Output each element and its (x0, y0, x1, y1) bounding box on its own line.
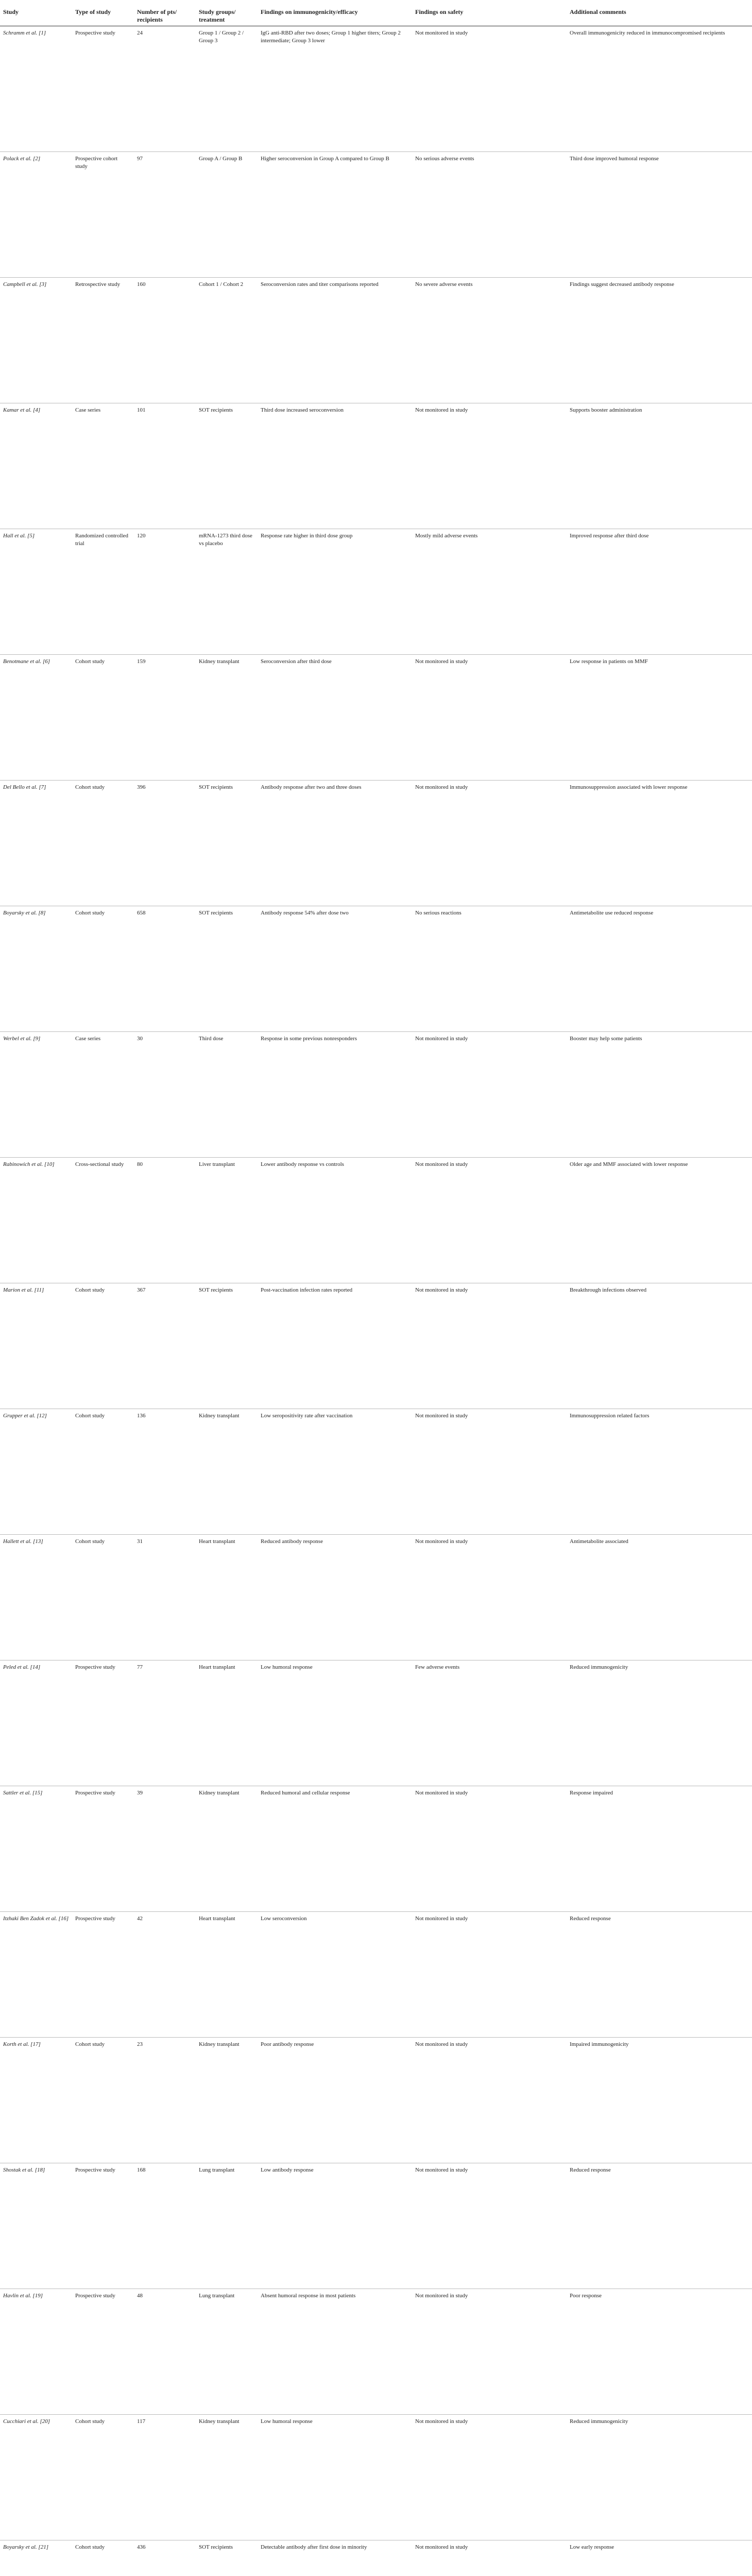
table-row (0, 906, 752, 1032)
cell-type: Cohort study (75, 1538, 105, 1545)
cell-study: Marion et al. [11] (3, 1287, 44, 1293)
col-immunogenicity: Findings on immunogenicity/efficacy (261, 8, 358, 15)
cell-groups: Kidney transplant (199, 658, 240, 665)
cell-number: 117 (137, 2418, 146, 2425)
cell-immunogenicity: Low seropositivity rate after vaccination (261, 1413, 353, 1419)
table-row (0, 2289, 752, 2415)
cell-immunogenicity: Third dose increased seroconversion (261, 407, 344, 413)
cell-number: 136 (137, 1413, 146, 1419)
cell-immunogenicity: Poor antibody response (261, 2041, 314, 2047)
cell-number: 31 (137, 1538, 143, 1545)
cell-type: Cohort study (75, 2041, 105, 2047)
cell-type: Retrospective study (75, 281, 121, 287)
col-type: Type of study (75, 8, 111, 15)
cell-study: Rabinowich et al. [10] (3, 1161, 55, 1167)
cell-groups: Liver transplant (199, 1161, 235, 1167)
cell-immunogenicity: Lower antibody response vs controls (261, 1161, 344, 1167)
table-row (0, 2038, 752, 2163)
cell-study: Sattler et al. [15] (3, 1790, 43, 1796)
cell-number: 24 (137, 30, 143, 36)
cell-safety: Not monitored in study (415, 2544, 468, 2550)
cell-number: 42 (137, 1916, 143, 1922)
cell-type: Cohort study (75, 2544, 105, 2550)
table-row (0, 26, 752, 152)
cell-groups: Lung transplant (199, 2167, 235, 2173)
cell-immunogenicity: Reduced antibody response (261, 1538, 323, 1545)
cell-comments: Low early response (570, 2544, 614, 2550)
cell-immunogenicity: Response rate higher in third dose group (261, 533, 353, 539)
cell-safety: No serious adverse events (415, 156, 474, 162)
cell-number: 77 (137, 1664, 143, 1670)
cell-safety: Not monitored in study (415, 2293, 468, 2299)
cell-comments: Low response in patients on MMF (570, 658, 648, 665)
cell-safety: Not monitored in study (415, 658, 468, 665)
cell-comments: Reduced response (570, 2167, 611, 2173)
table-header (0, 6, 752, 26)
cell-type: Prospective study (75, 1664, 115, 1670)
table-row (0, 1786, 752, 1912)
cell-number: 23 (137, 2041, 143, 2047)
cell-immunogenicity: Response in some previous nonresponders (261, 1036, 357, 1042)
cell-study: Benotmane et al. [6] (3, 658, 50, 665)
cell-number: 48 (137, 2293, 143, 2299)
cell-number: 168 (137, 2167, 146, 2173)
cell-study: Kamar et al. [4] (3, 407, 41, 413)
cell-safety: Mostly mild adverse events (415, 533, 478, 539)
cell-safety: Not monitored in study (415, 1916, 468, 1922)
cell-comments: Antimetabolite use reduced response (570, 910, 654, 916)
cell-type: Randomized controlled trial (75, 533, 130, 547)
cell-safety: No serious reactions (415, 910, 462, 916)
cell-groups: Lung transplant (199, 2293, 235, 2299)
table-row (0, 655, 752, 781)
cell-number: 97 (137, 156, 143, 162)
cell-comments: Response impaired (570, 1790, 613, 1796)
table-row (0, 1660, 752, 1786)
cell-comments: Breakthrough infections observed (570, 1287, 647, 1293)
cell-type: Cohort study (75, 1287, 105, 1293)
cell-groups: SOT recipients (199, 407, 233, 413)
cell-comments: Poor response (570, 2293, 602, 2299)
cell-study: Itzhaki Ben Zadok et al. [16] (3, 1916, 69, 1922)
cell-safety: Not monitored in study (415, 784, 468, 790)
cell-type: Prospective study (75, 30, 115, 36)
cell-type: Cross-sectional study (75, 1161, 124, 1167)
cell-groups: Group A / Group B (199, 156, 243, 162)
cell-safety: Not monitored in study (415, 1287, 468, 1293)
cell-study: Hall et al. [5] (3, 533, 35, 539)
cell-type: Prospective study (75, 2167, 115, 2173)
cell-immunogenicity: Antibody response 54% after dose two (261, 910, 349, 916)
cell-safety: Not monitored in study (415, 2041, 468, 2047)
cell-study: Campbell et al. [3] (3, 281, 47, 287)
cell-safety: Not monitored in study (415, 30, 468, 36)
cell-safety: Not monitored in study (415, 1161, 468, 1167)
cell-type: Case series (75, 1036, 101, 1042)
cell-number: 39 (137, 1790, 143, 1796)
table-row (0, 152, 752, 278)
cell-comments: Reduced immunogenicity (570, 1664, 628, 1670)
cell-safety: Not monitored in study (415, 1413, 468, 1419)
table-row (0, 1283, 752, 1409)
cell-study: Havlin et al. [19] (3, 2293, 43, 2299)
cell-safety: No severe adverse events (415, 281, 473, 287)
cell-comments: Older age and MMF associated with lower response (570, 1161, 688, 1167)
cell-study: Del Bello et al. [7] (3, 784, 46, 790)
cell-number: 367 (137, 1287, 146, 1293)
cell-groups: mRNA-1273 third dose vs placebo (199, 533, 254, 547)
cell-comments: Immunosuppression associated with lower response (570, 784, 688, 790)
cell-groups: Heart transplant (199, 1664, 235, 1670)
cell-type: Case series (75, 407, 101, 413)
cell-number: 101 (137, 407, 146, 413)
col-groups: Study groups/ treatment (199, 8, 236, 23)
table-row (0, 1158, 752, 1283)
cell-immunogenicity: Post-vaccination infection rates reported (261, 1287, 353, 1293)
cell-safety: Not monitored in study (415, 2167, 468, 2173)
cell-type: Prospective study (75, 1790, 115, 1796)
cell-number: 30 (137, 1036, 143, 1042)
cell-safety: Few adverse events (415, 1664, 460, 1670)
cell-safety: Not monitored in study (415, 1538, 468, 1545)
cell-safety: Not monitored in study (415, 2418, 468, 2425)
col-comments: Additional comments (570, 8, 626, 15)
cell-immunogenicity: Reduced humoral and cellular response (261, 1790, 350, 1796)
cell-comments: Impaired immunogenicity (570, 2041, 629, 2047)
cell-number: 120 (137, 533, 146, 539)
table-row (0, 1032, 752, 1158)
cell-number: 159 (137, 658, 146, 665)
col-study: Study (3, 8, 19, 15)
cell-groups: Kidney transplant (199, 2041, 240, 2047)
col-safety: Findings on safety (415, 8, 464, 15)
cell-groups: Cohort 1 / Cohort 2 (199, 281, 244, 287)
cell-immunogenicity: Low humoral response (261, 2418, 313, 2425)
table-row (0, 2415, 752, 2540)
cell-comments: Third dose improved humoral response (570, 156, 659, 162)
table-row (0, 2540, 752, 2576)
table-row (0, 278, 752, 403)
cell-type: Cohort study (75, 658, 105, 665)
table-row (0, 781, 752, 906)
col-number: Number of pts/ recipients (137, 8, 177, 23)
cell-study: Werbel et al. [9] (3, 1036, 41, 1042)
cell-safety: Not monitored in study (415, 407, 468, 413)
cell-study: Korth et al. [17] (3, 2041, 41, 2047)
cell-groups: Heart transplant (199, 1916, 235, 1922)
cell-groups: Third dose (199, 1036, 224, 1042)
table-row (0, 1912, 752, 2038)
cell-study: Boyarsky et al. [21] (3, 2544, 48, 2550)
cell-comments: Immunosuppression related factors (570, 1413, 650, 1419)
cell-study: Peled et al. [14] (3, 1664, 41, 1670)
cell-immunogenicity: Seroconversion rates and titer comparisons reported (261, 281, 379, 287)
cell-groups: Kidney transplant (199, 1413, 240, 1419)
cell-immunogenicity: Antibody response after two and three doses (261, 784, 362, 790)
cell-study: Hallett et al. [13] (3, 1538, 43, 1545)
cell-comments: Reduced immunogenicity (570, 2418, 628, 2425)
cell-groups: Kidney transplant (199, 1790, 240, 1796)
cell-comments: Overall immunogenicity reduced in immunocompromised recipients (570, 30, 725, 36)
cell-comments: Improved response after third dose (570, 533, 649, 539)
table-row (0, 529, 752, 655)
cell-immunogenicity: Low seroconversion (261, 1916, 307, 1922)
cell-number: 160 (137, 281, 146, 287)
cell-safety: Not monitored in study (415, 1036, 468, 1042)
cell-study: Shostak et al. [18] (3, 2167, 45, 2173)
cell-immunogenicity: Absent humoral response in most patients (261, 2293, 356, 2299)
table-body (0, 26, 752, 2576)
cell-number: 396 (137, 784, 146, 790)
cell-comments: Findings suggest decreased antibody response (570, 281, 674, 287)
cell-study: Polack et al. [2] (3, 156, 41, 162)
cell-groups: SOT recipients (199, 2544, 233, 2550)
cell-comments: Reduced response (570, 1916, 611, 1922)
cell-comments: Booster may help some patients (570, 1036, 642, 1042)
cell-number: 80 (137, 1161, 143, 1167)
cell-groups: SOT recipients (199, 784, 233, 790)
cell-groups: SOT recipients (199, 1287, 233, 1293)
cell-immunogenicity: Higher seroconversion in Group A compared to Group B (261, 156, 389, 162)
table-row (0, 403, 752, 529)
cell-groups: Kidney transplant (199, 2418, 240, 2425)
cell-immunogenicity: Seroconversion after third dose (261, 658, 332, 665)
cell-immunogenicity: Detectable antibody after first dose in minority (261, 2544, 367, 2550)
cell-safety: Not monitored in study (415, 1790, 468, 1796)
cell-number: 658 (137, 910, 146, 916)
cell-groups: SOT recipients (199, 910, 233, 916)
table-row (0, 1535, 752, 1660)
cell-groups: Heart transplant (199, 1538, 235, 1545)
cell-immunogenicity: Low humoral response (261, 1664, 313, 1670)
cell-immunogenicity: IgG anti-RBD after two doses; Group 1 higher titers; Group 2 intermediate; Group 3 lower (261, 30, 402, 44)
cell-type: Prospective study (75, 1916, 115, 1922)
cell-type: Cohort study (75, 1413, 105, 1419)
cell-type: Cohort study (75, 910, 105, 916)
table-row (0, 1409, 752, 1535)
cell-type: Prospective study (75, 2293, 115, 2299)
cell-study: Schramm et al. [1] (3, 30, 46, 36)
cell-study: Boyarsky et al. [8] (3, 910, 46, 916)
cell-comments: Antimetabolite associated (570, 1538, 628, 1545)
table-row (0, 2163, 752, 2289)
cell-study: Cucchiari et al. [20] (3, 2418, 50, 2425)
cell-type: Prospective cohort study (75, 156, 119, 170)
cell-immunogenicity: Low antibody response (261, 2167, 314, 2173)
cell-study: Grupper et al. [12] (3, 1413, 47, 1419)
cell-number: 436 (137, 2544, 146, 2550)
cell-comments: Supports booster administration (570, 407, 642, 413)
cell-type: Cohort study (75, 784, 105, 790)
cell-type: Cohort study (75, 2418, 105, 2425)
cell-groups: Group 1 / Group 2 / Group 3 (199, 30, 245, 44)
